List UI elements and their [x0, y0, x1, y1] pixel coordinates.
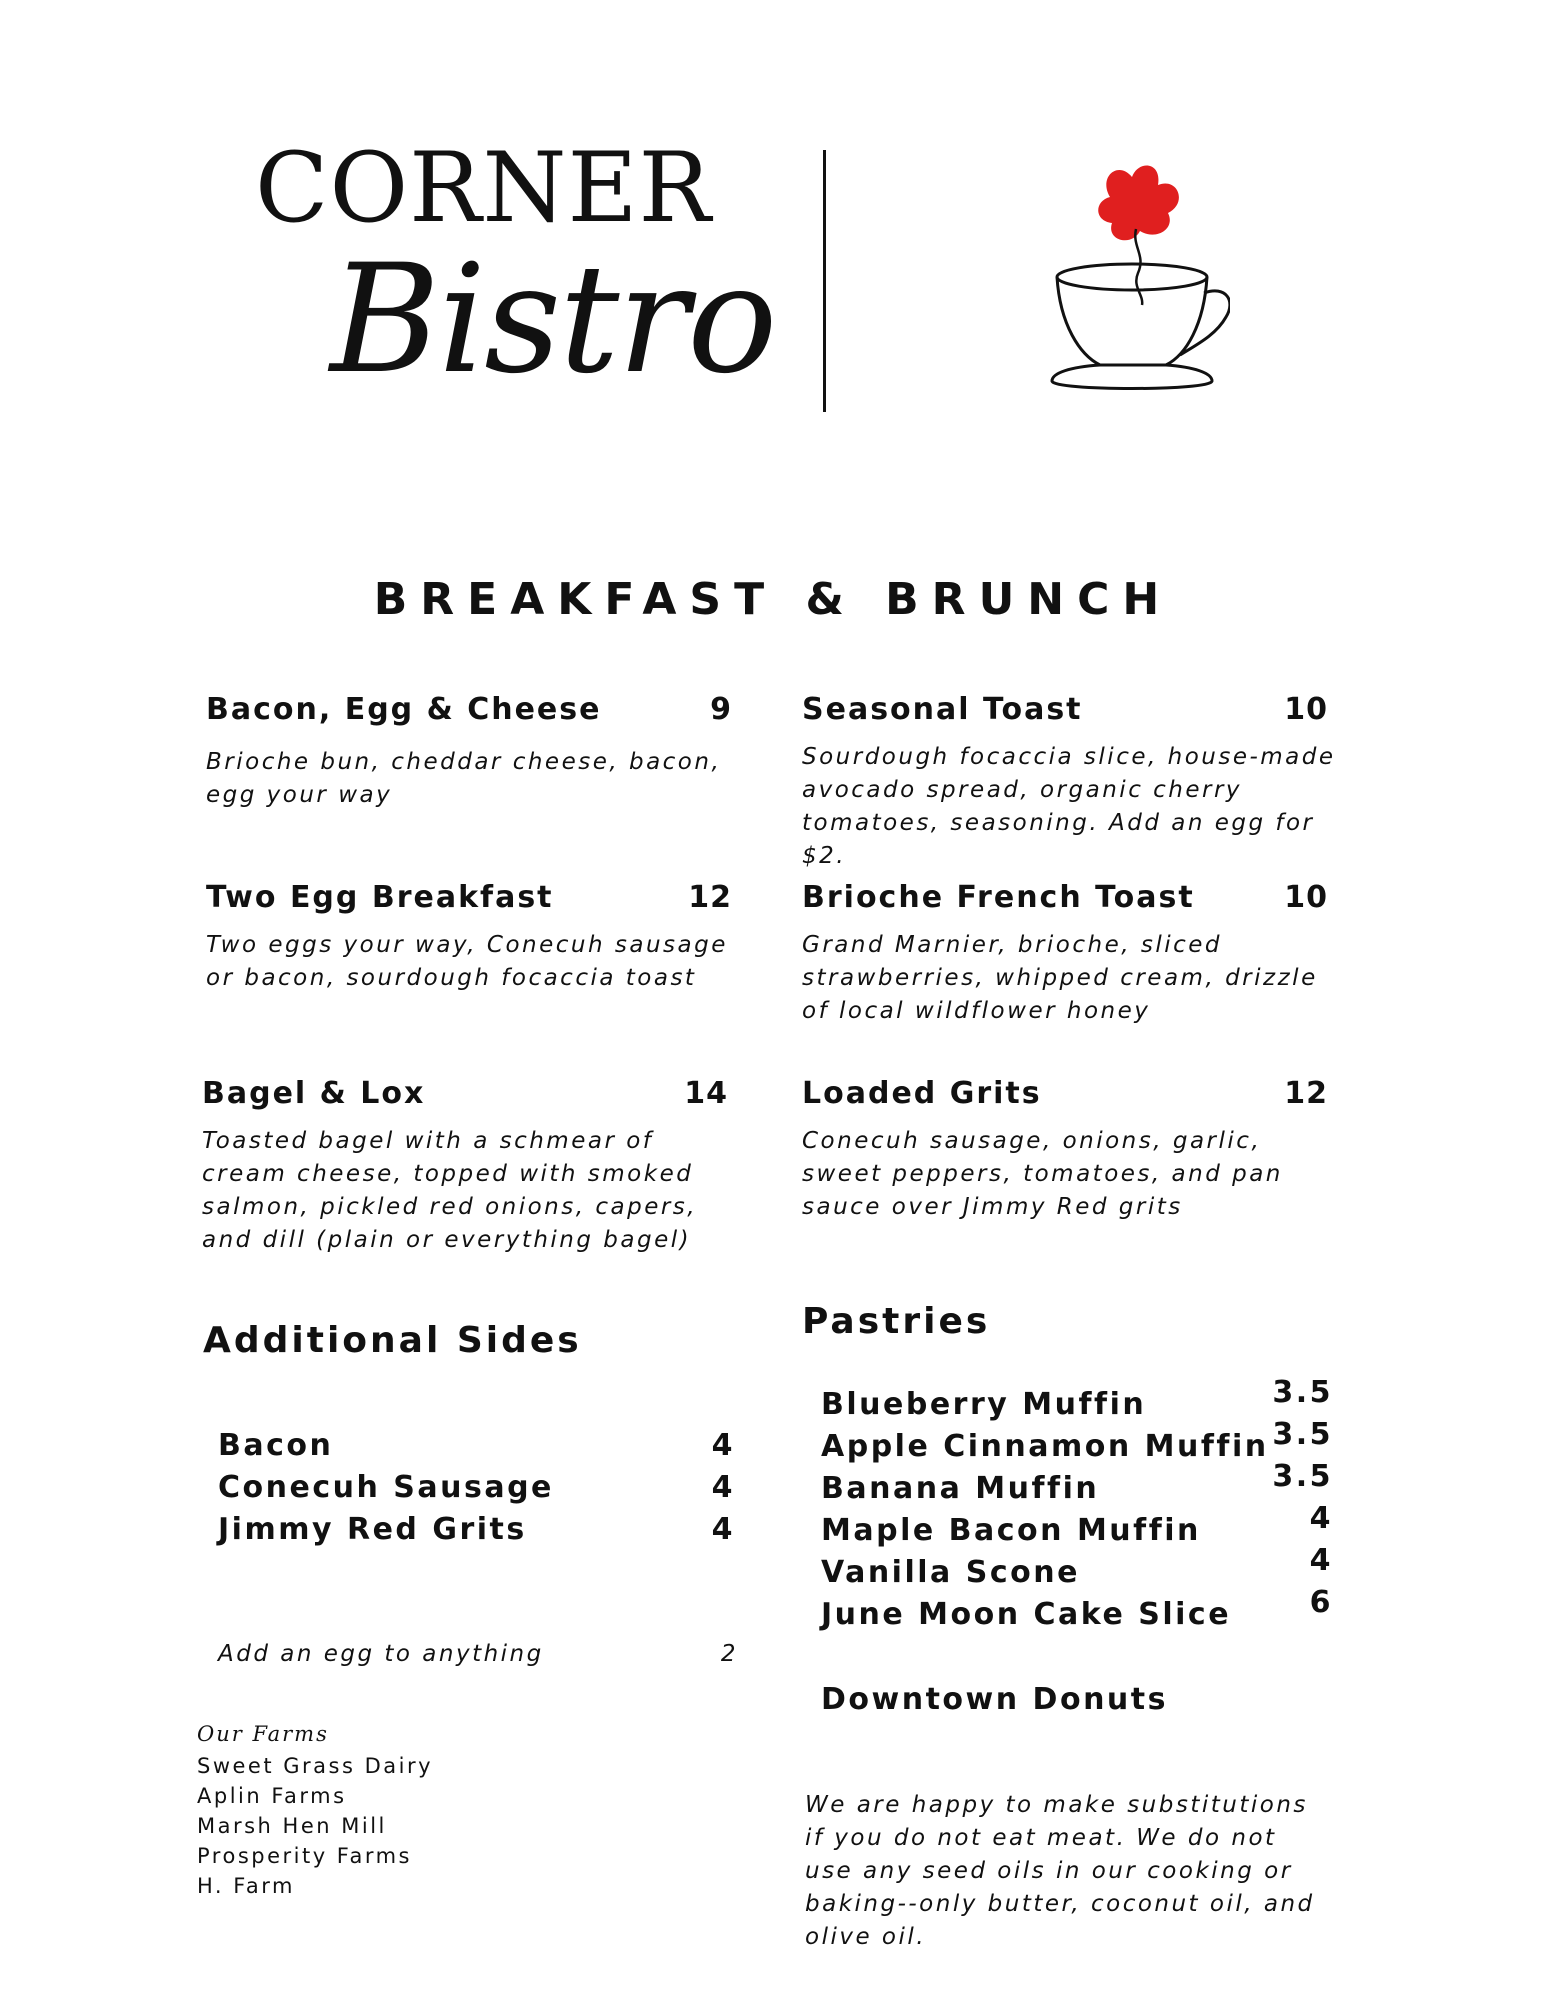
pastry-name: Banana Muffin [821, 1471, 1100, 1506]
item-name: Brioche French Toast [802, 880, 1195, 915]
pastry-extra: Downtown Donuts [821, 1682, 1168, 1717]
pastry-name: Maple Bacon Muffin [821, 1513, 1201, 1548]
pastries-title: Pastries [802, 1301, 991, 1342]
pastry-price: 3.5 [1272, 1417, 1333, 1452]
logo-corner-text: CORNER [255, 132, 712, 244]
pastry-price: 3.5 [1272, 1459, 1333, 1494]
side-item-name: Bacon [218, 1428, 334, 1463]
addon-price: 2 [720, 1641, 738, 1667]
pastry-price: 4 [1309, 1501, 1333, 1536]
item-price: 12 [688, 880, 732, 915]
item-price: 12 [1284, 1076, 1328, 1111]
item-price: 14 [684, 1076, 728, 1111]
farm-item: H. Farm [197, 1874, 296, 1898]
farms-title: Our Farms [197, 1722, 329, 1746]
item-description: Two eggs your way, Conecuh sausage or bacon, sourdough focaccia toast [206, 932, 728, 991]
side-item-name: Jimmy Red Grits [218, 1512, 527, 1547]
farm-item: Aplin Farms [197, 1784, 347, 1808]
item-name: Bacon, Egg & Cheese [206, 692, 602, 727]
substitution-note: We are happy to make substitutions if you do not eat meat. We do not use any seed oils in our cooking or baking--only butter, coconut oil, and olive oil. [805, 1792, 1315, 1950]
item-description: Grand Marnier, brioche, sliced strawberries, whipped cream, drizzle of local wildflower honey [802, 932, 1318, 1024]
item-price: 9 [710, 692, 732, 727]
side-item-price: 4 [711, 1512, 735, 1547]
item-description: Brioche bun, cheddar cheese, bacon, egg your way [206, 749, 722, 808]
flower-teacup-icon [1040, 155, 1230, 405]
pastry-name: Vanilla Scone [821, 1555, 1080, 1590]
item-price: 10 [1284, 880, 1328, 915]
farm-item: Sweet Grass Dairy [197, 1754, 434, 1778]
item-name: Loaded Grits [802, 1076, 1042, 1111]
pastry-name: Blueberry Muffin [821, 1387, 1147, 1422]
logo-bistro-text: Bistro [330, 233, 776, 407]
side-item-price: 4 [711, 1470, 735, 1505]
pastry-price: 6 [1309, 1585, 1333, 1620]
addon-label: Add an egg to anything [218, 1641, 544, 1667]
side-item-price: 4 [711, 1428, 735, 1463]
pastry-name: June Moon Cake Slice [821, 1597, 1232, 1632]
logo-divider [823, 150, 826, 412]
item-price: 10 [1284, 692, 1328, 727]
sides-title: Additional Sides [203, 1320, 582, 1361]
pastry-price: 4 [1309, 1543, 1333, 1578]
farm-item: Marsh Hen Mill [197, 1814, 387, 1838]
item-description: Conecuh sausage, onions, garlic, sweet peppers, tomatoes, and pan sauce over Jimmy Red grits [802, 1128, 1283, 1220]
menu-heading: BREAKFAST & BRUNCH [373, 574, 1173, 625]
item-name: Seasonal Toast [802, 692, 1083, 727]
item-description: Sourdough focaccia slice, house-made avocado spread, organic cherry tomatoes, seasoning. Add an egg for $2. [802, 744, 1336, 869]
item-name: Bagel & Lox [202, 1076, 426, 1111]
side-item-name: Conecuh Sausage [218, 1470, 554, 1505]
pastry-name: Apple Cinnamon Muffin [821, 1429, 1269, 1464]
farm-item: Prosperity Farms [197, 1844, 412, 1868]
pastry-price: 3.5 [1272, 1375, 1333, 1410]
item-description: Toasted bagel with a schmear of cream cheese, topped with smoked salmon, pickled red onions, capers, and dill (plain or everything bagel) [202, 1128, 698, 1253]
item-name: Two Egg Breakfast [206, 880, 554, 915]
